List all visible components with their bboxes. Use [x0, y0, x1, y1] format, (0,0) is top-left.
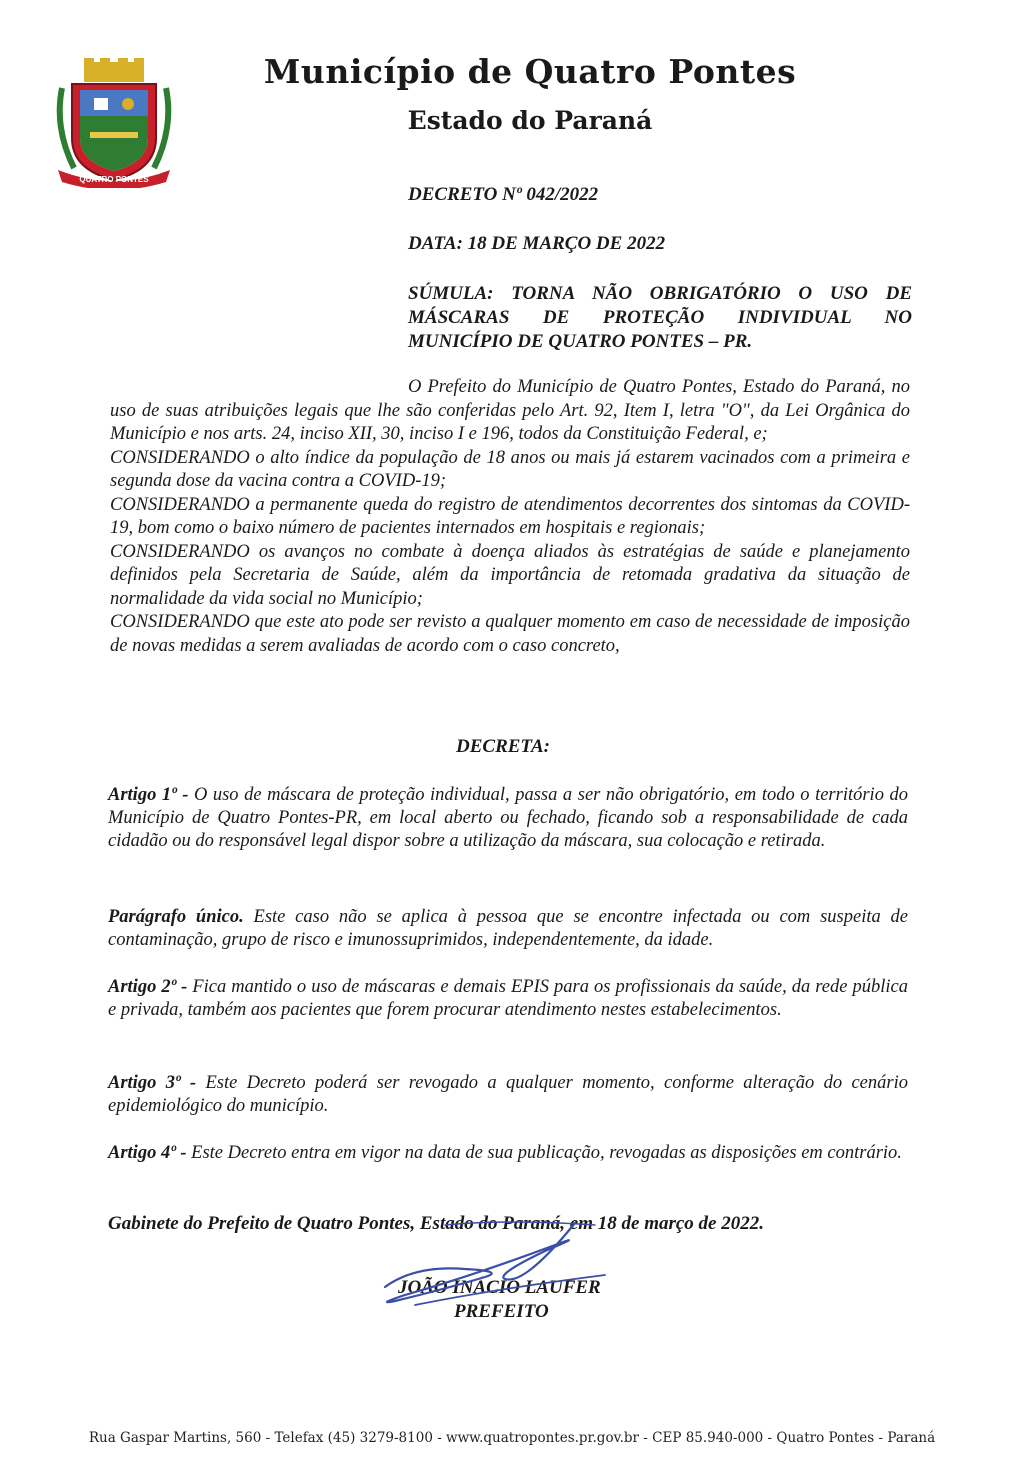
seal-ribbon-text: QUATRO PONTES [79, 175, 149, 184]
considerando-paragraph: CONSIDERANDO a permanente queda do registro de atendimentos decorrentes dos sintomas da COVID-19, bom como o baixo número de pacientes internados em hospitais e regionais; [110, 494, 910, 538]
article-text: Este caso não se aplica à pessoa que se encontre infectada ou com suspeita de contaminação, grupo de risco e imunossuprimidos, independentemente, da idade. [108, 907, 908, 950]
article-text: Este Decreto entra em vigor na data de sua publicação, revogadas as disposições em contrário. [186, 1143, 902, 1163]
article-label: Artigo 3º - [108, 1073, 197, 1093]
signer-name: JOÃO INÁCIO LAUFER [398, 1277, 601, 1298]
considerando-paragraph: CONSIDERANDO o alto índice da população de 18 anos ou mais já estarem vacinados com a primeira e segunda dose da vacina contra a COVID-19; [110, 447, 910, 491]
article-1 [108, 784, 908, 853]
decree-date: DATA: 18 DE MARÇO DE 2022 [408, 233, 666, 254]
summary-line: MUNICÍPIO DE QUATRO PONTES – PR. [408, 331, 753, 352]
article-text: Este Decreto poderá ser revogado a qualquer momento, conforme alteração do cenário epidemiológico do município. [108, 1073, 908, 1116]
article-label: Artigo 4º - [108, 1143, 187, 1163]
decreta-heading: DECRETA: [456, 736, 550, 757]
summary-line: SÚMULA: TORNA NÃO OBRIGATÓRIO O USO DE [408, 283, 912, 304]
signer-role: PREFEITO [454, 1301, 549, 1322]
article-3 [108, 1072, 908, 1118]
article-label: Parágrafo único. [108, 907, 244, 927]
sole-paragraph [108, 906, 908, 952]
article-label: Artigo 1º - [108, 785, 189, 805]
municipal-seal [50, 58, 178, 188]
article-2 [108, 976, 908, 1022]
article-label: Artigo 2º - [108, 977, 188, 997]
preamble-paragraph: O Prefeito do Município de Quatro Pontes, Estado do Paraná, no uso de suas atribuições legais que lhe são conferidas pelo Art. 92, Item I, letra "O", da Lei Orgânica do Município e nos arts. 24, inciso XII, 30, inciso I e 196, todos da Constituição Federal, e; [110, 377, 910, 444]
page-footer: Rua Gaspar Martins, 560 - Telefax (45) 3279-8100 - www.quatropontes.pr.gov.br - CEP 85.940-000 - Quatro Pontes - Paraná [88, 1430, 936, 1446]
considerando-paragraph: CONSIDERANDO que este ato pode ser revisto a qualquer momento em caso de necessidade de imposição de novas medidas a serem avaliadas de acordo com o caso concreto, [110, 612, 910, 656]
article-text: Fica mantido o uso de máscaras e demais EPIS para os profissionais da saúde, da rede pública e privada, também aos pacientes que forem procurar atendimento nestes estabelecimentos. [108, 977, 908, 1020]
closing-line: Gabinete do Prefeito de Quatro Pontes, Estado do Paraná, em 18 de março de 2022. [108, 1213, 764, 1234]
state-subtitle: Estado do Paraná [407, 106, 653, 135]
article-4 [108, 1142, 908, 1165]
decree-number: DECRETO Nº 042/2022 [408, 184, 599, 205]
article-text: O uso de máscara de proteção individual, passa a ser não obrigatório, em todo o território do Município de Quatro Pontes-PR, em local aberto ou fechado, ficando sob a responsabilidade de cada cidadão ou do responsável legal dispor sobre a utilização da máscara, sua colocação e retirada. [108, 785, 908, 851]
considerando-paragraph: CONSIDERANDO os avanços no combate à doença aliados às estratégias de saúde e planejamento definidos pela Secretaria de Saúde, além da importância de retomada gradativa da situação de normalidade da vida social no Município; [110, 541, 910, 609]
preamble [110, 376, 910, 658]
municipality-title: Município de Quatro Pontes [263, 52, 797, 91]
summary-line: MÁSCARAS DE PROTEÇÃO INDIVIDUAL NO [408, 307, 912, 328]
decree-summary [408, 282, 912, 354]
handwritten-signature [355, 1205, 615, 1315]
